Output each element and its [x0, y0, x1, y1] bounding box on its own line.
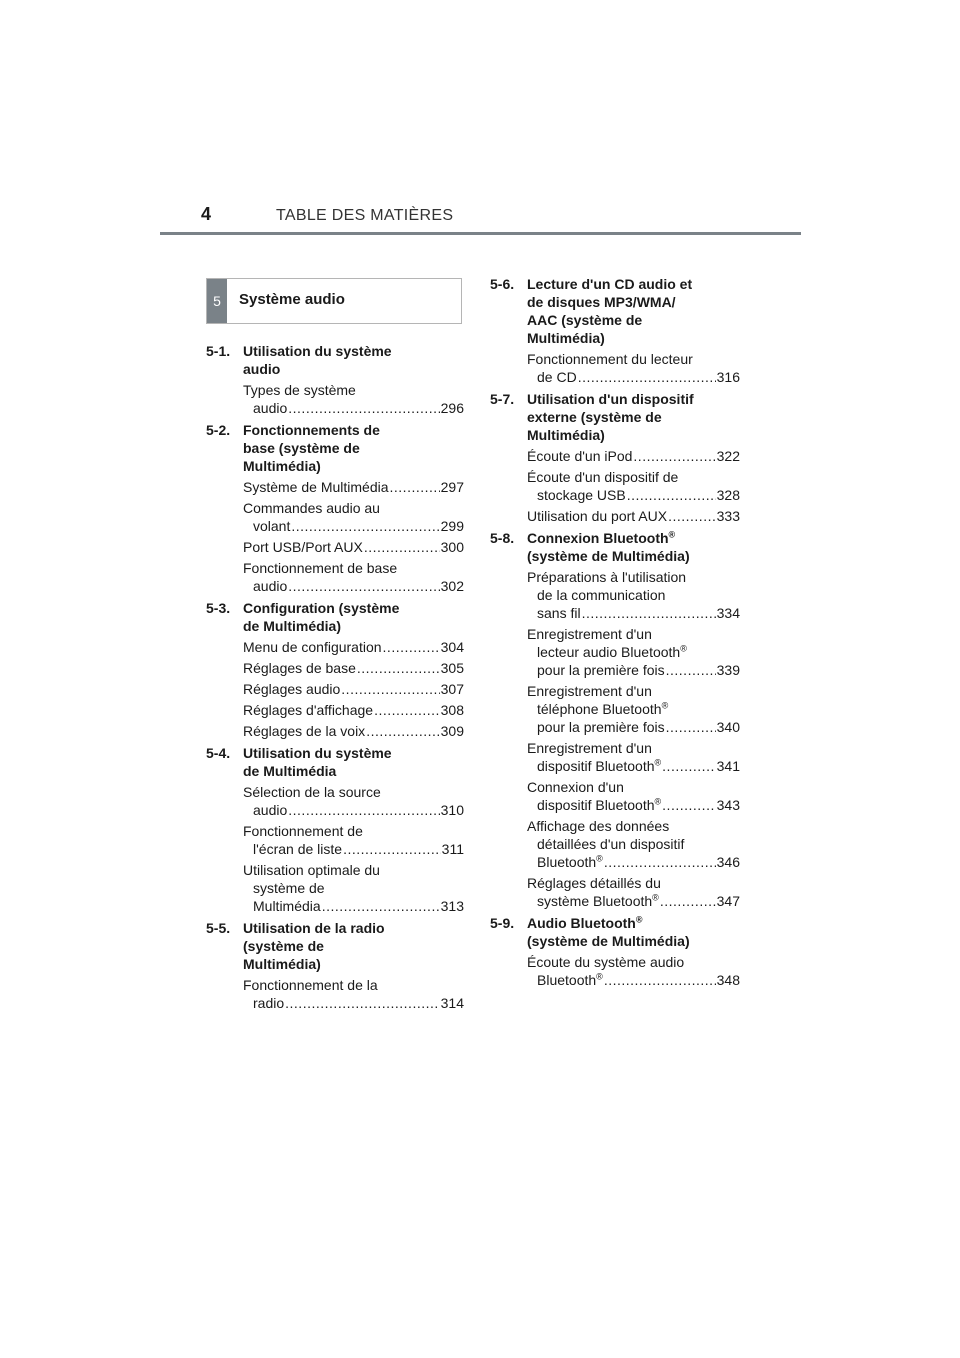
- toc-entry-line: Fonctionnement de base: [243, 560, 398, 576]
- toc-entry[interactable]: [527, 447, 740, 465]
- toc-entry-line: système de: [253, 880, 325, 896]
- toc-entry-line: Préparations à l'utilisation: [527, 569, 687, 585]
- toc-page-number: 347: [716, 893, 740, 909]
- toc-entry[interactable]: [243, 538, 464, 556]
- toc-entry-line: Écoute d'un dispositif de: [527, 469, 679, 485]
- toc-entry-leader-line: [243, 701, 464, 719]
- toc-dot-leader: [364, 538, 440, 556]
- toc-page-number: 304: [440, 639, 464, 655]
- toc-entry[interactable]: [243, 659, 464, 677]
- toc-chapter-number: 5-8.: [490, 530, 515, 546]
- toc-entry-label: audio: [253, 578, 288, 594]
- toc-dot-leader: [357, 659, 440, 677]
- toc-entry[interactable]: [527, 568, 740, 622]
- toc-chapter: [206, 744, 464, 915]
- toc-chapter-text: Audio Bluetooth® (système de Multimédia): [527, 914, 690, 949]
- toc-entry[interactable]: [527, 682, 740, 736]
- toc-chapter-number: 5-3.: [206, 600, 231, 616]
- toc-entry-leader-line: [243, 680, 464, 698]
- toc-entry[interactable]: [527, 778, 740, 814]
- toc-page-number: 311: [441, 841, 464, 857]
- toc-entry-line: Sélection de la source: [243, 784, 381, 800]
- toc-column-left: [206, 342, 464, 1016]
- toc-column-right: [490, 275, 740, 993]
- toc-dot-leader: [604, 971, 716, 989]
- toc-entry-line: Types de système: [243, 382, 356, 398]
- toc-chapter-number: 5-4.: [206, 745, 231, 761]
- toc-entry-leader-line: [527, 507, 740, 525]
- toc-entry-label: Réglages de base: [243, 660, 356, 676]
- toc-page-number: 343: [716, 797, 740, 813]
- toc-page-number: 334: [716, 605, 740, 621]
- toc-entry-label: Multimédia: [253, 898, 321, 914]
- toc-entry-leader-line: [527, 718, 740, 736]
- toc-chapter: [206, 342, 464, 417]
- toc-page-number: 316: [716, 369, 740, 385]
- toc-entry-label: Réglages de la voix: [243, 723, 366, 739]
- toc-entry-leader-line: [243, 538, 464, 556]
- toc-page-number: 299: [440, 518, 464, 534]
- toc-entry-leader-line: [243, 478, 464, 496]
- toc-page-number: 307: [440, 681, 464, 697]
- toc-entry-leader-line: [527, 486, 740, 504]
- toc-entry[interactable]: [527, 507, 740, 525]
- toc-chapter-title: [206, 599, 464, 635]
- toc-chapter-title: [490, 390, 740, 444]
- toc-chapter-text: Utilisation d'un dispositif externe (système de Multimédia): [527, 391, 694, 443]
- toc-entry-leader-line: [243, 577, 464, 595]
- toc-entry-leader-line: [243, 638, 464, 656]
- toc-dot-leader: [662, 757, 715, 775]
- toc-entry-line: téléphone Bluetooth®: [537, 700, 669, 717]
- toc-entry-leader-line: [527, 368, 740, 386]
- toc-dot-leader: [666, 718, 716, 736]
- toc-entry-label: Utilisation du port AUX: [527, 508, 668, 524]
- toc-dot-leader: [633, 447, 715, 465]
- toc-dot-leader: [666, 661, 716, 679]
- toc-page-number: 339: [716, 662, 740, 678]
- toc-entry-label: stockage USB: [537, 487, 626, 503]
- toc-entry-label: Menu de configuration: [243, 639, 382, 655]
- toc-page-number: 333: [716, 508, 740, 524]
- toc-entry-line: Enregistrement d'un: [527, 626, 652, 642]
- toc-dot-leader: [291, 517, 439, 535]
- toc-entry[interactable]: [243, 559, 464, 595]
- toc-chapter-text: Connexion Bluetooth® (système de Multimédia): [527, 529, 690, 564]
- toc-dot-leader: [285, 994, 440, 1012]
- toc-entry-label: volant: [253, 518, 291, 534]
- toc-entry-line: Écoute du système audio: [527, 954, 685, 970]
- toc-chapter-text: Lecture d'un CD audio et de disques MP3/WMA/ AAC (système de Multimédia): [527, 276, 693, 346]
- toc-page-number: 346: [716, 854, 740, 870]
- toc-entry-line: Affichage des données: [527, 818, 670, 834]
- toc-entry-line: Fonctionnement du lecteur: [527, 351, 693, 367]
- toc-entry-label: sans fil: [537, 605, 581, 621]
- toc-chapter: [490, 275, 740, 386]
- toc-chapter-title: [206, 342, 464, 378]
- toc-chapter-title: [490, 275, 740, 347]
- toc-chapter-title: [490, 529, 740, 565]
- toc-entry-label: radio: [253, 995, 285, 1011]
- toc-dot-leader: [582, 604, 716, 622]
- toc-entry[interactable]: [527, 739, 740, 775]
- toc-entry-label: dispositif Bluetooth®: [537, 757, 662, 774]
- toc-entry-label: audio: [253, 400, 288, 416]
- toc-entry-label: Bluetooth®: [537, 853, 603, 870]
- toc-page-number: 296: [440, 400, 464, 416]
- toc-chapter-title: [206, 744, 464, 780]
- toc-entry-leader-line: [243, 399, 464, 417]
- toc-entry-leader-line: [243, 897, 464, 915]
- toc-page-number: 305: [440, 660, 464, 676]
- toc-entry-line: Fonctionnement de la: [243, 977, 378, 993]
- toc-page-number: 340: [716, 719, 740, 735]
- toc-dot-leader: [366, 722, 439, 740]
- toc-dot-leader: [627, 486, 716, 504]
- toc-entry-label: l'écran de liste: [253, 841, 343, 857]
- toc-chapter-text: Fonctionnements de base (système de Multimédia): [243, 422, 380, 474]
- section-number-tab: 5: [207, 279, 227, 323]
- toc-page-number: 322: [716, 448, 740, 464]
- page-number: 4: [201, 204, 212, 224]
- toc-entry[interactable]: [243, 478, 464, 496]
- toc-chapter: [490, 914, 740, 989]
- toc-entry-leader-line: [243, 801, 464, 819]
- toc-entry[interactable]: [243, 381, 464, 417]
- toc-chapter-number: 5-5.: [206, 920, 231, 936]
- toc-entry[interactable]: [243, 680, 464, 698]
- toc-dot-leader: [288, 577, 439, 595]
- toc-entry-leader-line: [527, 604, 740, 622]
- toc-entry-label: audio: [253, 802, 288, 818]
- toc-page-number: 302: [440, 578, 464, 594]
- toc-entry-label: Système de Multimédia: [243, 479, 389, 495]
- toc-entry-line: lecteur audio Bluetooth®: [537, 643, 687, 660]
- toc-chapter-title: [206, 919, 464, 973]
- toc-chapter-text: Utilisation du système audio: [243, 343, 392, 377]
- header-divider: [160, 232, 801, 235]
- page-header-title: TABLE DES MATIÈRES: [276, 207, 454, 224]
- toc-dot-leader: [578, 368, 716, 386]
- toc-chapter-number: 5-2.: [206, 422, 231, 438]
- toc-dot-leader: [322, 897, 440, 915]
- toc-entry-label: Bluetooth®: [537, 971, 603, 988]
- toc-dot-leader: [383, 638, 440, 656]
- toc-chapter-title: [490, 914, 740, 950]
- toc-page-number: 314: [440, 995, 464, 1011]
- toc-entry-leader-line: [527, 661, 740, 679]
- toc-entry[interactable]: [243, 499, 464, 535]
- toc-entry[interactable]: [527, 953, 740, 989]
- toc-dot-leader: [341, 680, 439, 698]
- toc-chapter-text: Utilisation du système de Multimédia: [243, 745, 392, 779]
- toc-entry[interactable]: [243, 701, 464, 719]
- toc-chapter-number: 5-1.: [206, 343, 231, 359]
- toc-entry-label: pour la première fois: [537, 719, 665, 735]
- toc-entry[interactable]: [243, 783, 464, 819]
- toc-entry[interactable]: [527, 350, 740, 386]
- toc-entry-leader-line: [527, 757, 740, 775]
- toc-chapter-text: Utilisation de la radio (système de Multimédia): [243, 920, 385, 972]
- toc-entry[interactable]: [243, 861, 464, 915]
- toc-entry-leader-line: [243, 722, 464, 740]
- toc-entry-line: Utilisation optimale du: [243, 862, 380, 878]
- toc-page-number: 309: [440, 723, 464, 739]
- toc-chapter: [206, 599, 464, 740]
- toc-page-number: 297: [440, 479, 464, 495]
- section-title: Système audio: [239, 290, 345, 308]
- toc-dot-leader: [374, 701, 440, 719]
- toc-entry-label: Réglages d'affichage: [243, 702, 374, 718]
- toc-entry[interactable]: [243, 722, 464, 740]
- toc-entry[interactable]: [243, 822, 464, 858]
- toc-entry[interactable]: [527, 625, 740, 679]
- toc-dot-leader: [288, 399, 439, 417]
- toc-chapter: [490, 529, 740, 910]
- toc-entry-label: dispositif Bluetooth®: [537, 796, 662, 813]
- toc-entry-leader-line: [243, 659, 464, 677]
- toc-entry-leader-line: [527, 796, 740, 814]
- toc-entry-leader-line: [527, 447, 740, 465]
- toc-chapter-number: 5-6.: [490, 276, 515, 292]
- toc-dot-leader: [668, 507, 716, 525]
- toc-entry-line: Enregistrement d'un: [527, 683, 652, 699]
- toc-entry-line: Fonctionnement de: [243, 823, 363, 839]
- toc-entry-line: de la communication: [537, 587, 666, 603]
- toc-page-number: 310: [440, 802, 464, 818]
- toc-entry-label: Port USB/Port AUX: [243, 539, 363, 555]
- toc-chapter-number: 5-7.: [490, 391, 515, 407]
- toc-page-number: 308: [440, 702, 464, 718]
- toc-entry-leader-line: [527, 971, 740, 989]
- toc-entry-line: Commandes audio au: [243, 500, 380, 516]
- toc-entry-label: de CD: [537, 369, 577, 385]
- toc-entry-label: pour la première fois: [537, 662, 665, 678]
- toc-dot-leader: [660, 892, 716, 910]
- toc-chapter-title: [206, 421, 464, 475]
- toc-dot-leader: [343, 840, 441, 858]
- toc-entry[interactable]: [527, 874, 740, 910]
- toc-entry-leader-line: [527, 892, 740, 910]
- toc-page-number: 348: [716, 972, 740, 988]
- section-heading: [206, 278, 462, 324]
- toc-page-number: 328: [716, 487, 740, 503]
- toc-entry-line: Enregistrement d'un: [527, 740, 652, 756]
- toc-entry-leader-line: [243, 994, 464, 1012]
- toc-dot-leader: [604, 853, 716, 871]
- toc-entry-label: Écoute d'un iPod: [527, 448, 633, 464]
- toc-chapter-text: Configuration (système de Multimédia): [243, 600, 400, 634]
- toc-page-number: 313: [440, 898, 464, 914]
- toc-chapter: [206, 421, 464, 595]
- toc-entry-leader-line: [243, 840, 464, 858]
- toc-page-number: 341: [716, 758, 740, 774]
- toc-chapter-number: 5-9.: [490, 915, 515, 931]
- toc-chapter: [206, 919, 464, 1012]
- toc-entry[interactable]: [527, 468, 740, 504]
- toc-entry-line: Réglages détaillés du: [527, 875, 661, 891]
- toc-dot-leader: [288, 801, 439, 819]
- toc-entry-line: Connexion d'un: [527, 779, 624, 795]
- toc-entry-label: système Bluetooth®: [537, 892, 659, 909]
- toc-dot-leader: [390, 478, 440, 496]
- toc-entry[interactable]: [243, 638, 464, 656]
- toc-dot-leader: [662, 796, 715, 814]
- toc-entry-label: Réglages audio: [243, 681, 341, 697]
- toc-page-number: 300: [440, 539, 464, 555]
- toc-chapter: [490, 390, 740, 525]
- toc-entry[interactable]: [243, 976, 464, 1012]
- toc-entry-leader-line: [527, 853, 740, 871]
- toc-entry-leader-line: [243, 517, 464, 535]
- toc-entry[interactable]: [527, 817, 740, 871]
- toc-entry-line: détaillées d'un dispositif: [537, 836, 685, 852]
